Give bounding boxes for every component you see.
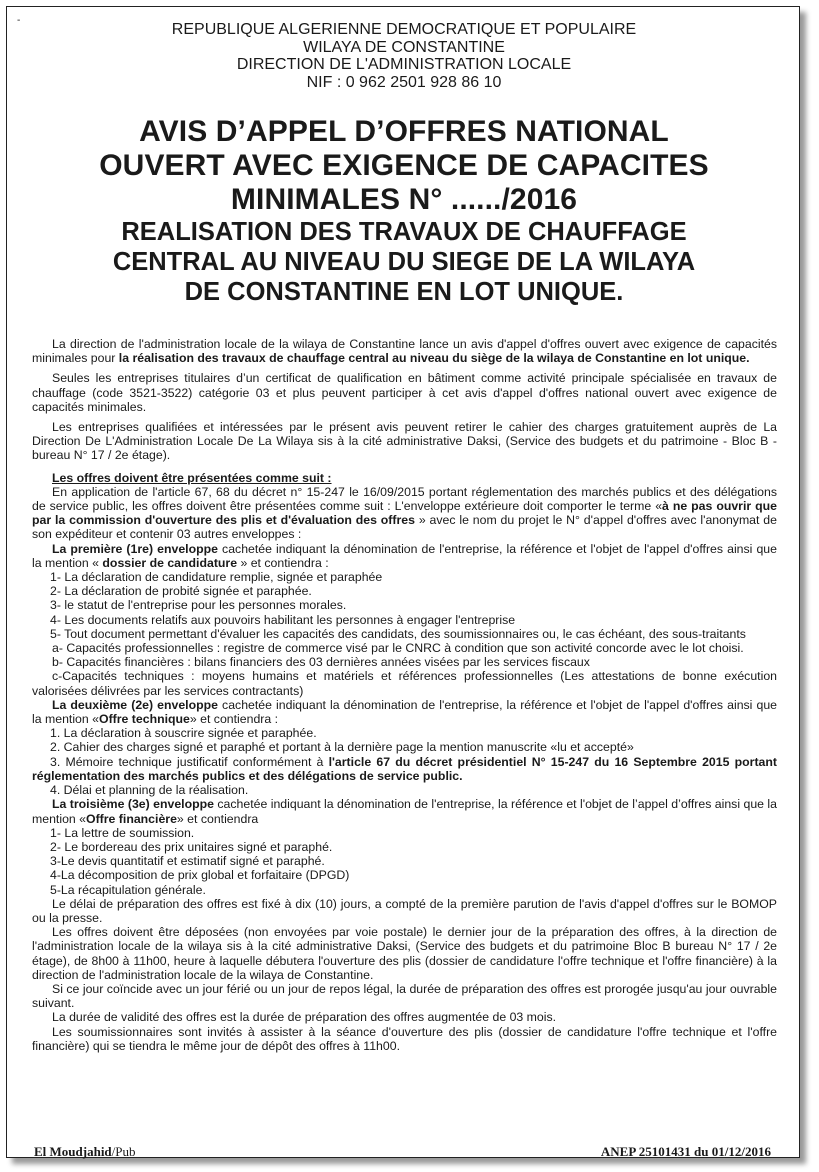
env1-item: 5- Tout document permettant d'évaluer les capacités des candidats, des soumissionnaires ou, le cas échéant, des sous-traitants: [50, 626, 746, 641]
env3-item: 3-Le devis quantitatif et estimatif signé et paraphé.: [50, 854, 325, 869]
eligibility-paragraph: Seules les entreprises titulaires d’un certificat de qualification en bâtiment comme activité principale spécialisée en travaux de chauffage (code 3521-3522) catégorie 03 et plus peuvent participer à cet avis d'appel d'offres national ouvert avec exigence de capacités minimales.: [32, 371, 777, 414]
capacity-item: a- Capacités professionnelles : registre de commerce visé par le CNRC à condition que son activité concorde avec le lot choisi.: [52, 641, 744, 656]
env1-item: 1- La déclaration de candidature remplie, signée et paraphée: [50, 570, 383, 585]
validity-paragraph: La durée de validité des offres est la durée de préparation des offres augmentée de 03 mois.: [52, 1010, 557, 1025]
envelope-2-paragraph: La deuxième (2e) enveloppe cachetée indiquant la dénomination de l'entreprise, la référence et l'objet de l'appel d'offres ainsi que la mention «Offre technique» et contiendra :: [32, 697, 777, 727]
env3-item: 4-La décomposition de prix global et forfaitaire (DPGD): [50, 868, 350, 883]
env3-item: 5-La récapitulation générale.: [50, 882, 206, 897]
intro-paragraph: La direction de l'administration locale de la wilaya de Constantine lance un avis d'appel d'offres ouvert avec exigence de capacités minimales pour la réalisation des travaux de chauffage central au niveau du siège de la wilaya de Constantine en lot unique.: [32, 337, 777, 366]
withdrawal-paragraph: Les entreprises qualifiées et intéressées par le présent avis peuvent retirer le cahier des charges gratuitement auprès de La Direction De L'Administration Locale De La Wilaya sis à la cité administrative Daksi, (Service des budgets et du patrimoine - Bloc B - bureau N° 17 / 2e étage).: [32, 420, 777, 463]
title-line-3: MINIMALES N° ....../2016: [230, 183, 578, 216]
subtitle-line-2: CENTRAL AU NIVEAU DU SIEGE DE LA WILAYA: [112, 248, 696, 276]
offers-heading: Les offres doivent être présentées comme suit :: [52, 470, 332, 485]
holiday-paragraph: Si ce jour coïncide avec un jour férié ou un jour de repos légal, la durée de préparation des offres est prorogée jusqu'au jour ouvrable suivant.: [32, 981, 777, 1011]
subtitle-line-3: DE CONSTANTINE EN LOT UNIQUE.: [184, 278, 624, 306]
env2-item: 1. La déclaration à souscrire signée et paraphée.: [50, 726, 317, 741]
subtitle-line-1: REALISATION DES TRAVAUX DE CHAUFFAGE: [121, 218, 687, 246]
title-line-1: AVIS D’APPEL D’OFFRES NATIONAL: [139, 115, 669, 148]
env1-item: 4- Les documents relatifs aux pouvoirs habilitant les personnes à engager l'entreprise: [50, 612, 516, 627]
env2-item: 2. Cahier des charges signé et paraphé et portant à la dernière page la mention manuscrite «lu et accepté»: [50, 740, 634, 755]
env2-item: 4. Délai et planning de la réalisation.: [50, 783, 249, 798]
env1-item: 2- La déclaration de probité signée et paraphée.: [50, 584, 312, 599]
header-nif: NIF : 0 962 2501 928 86 10: [306, 73, 502, 91]
publication-credit: El Moudjahid/Pub: [34, 1144, 136, 1159]
offers-paragraph: En application de l'article 67, 68 du décret n° 15-247 le 16/09/2015 portant réglementation des marchés publics et des délégations de service public, les offres doivent être présentées comme suit : L'enveloppe extérieure doit comporter le terme «à ne pas ouvrir que par la commission d'ouverture des plis et d'évaluation des offres » avec le nom du projet le N° d'appel d'offres avec l'anonymat de son expéditeur et contenir 03 autres enveloppes :: [32, 484, 777, 542]
env1-item: 3- le statut de l'entreprise pour les personnes morales.: [50, 598, 347, 613]
title-line-2: OUVERT AVEC EXIGENCE DE CAPACITES: [99, 149, 709, 182]
deposit-paragraph: Les offres doivent être déposées (non envoyées par voie postale) le dernier jour de la préparation des offres, à la direction de l'administration locale de la wilaya sis à la cité administrative Daksi, (Service des budgets et du patrimoine Bloc B bureau N° 17 / 2e étage), de 8h00 à 11h00, heure à laquelle débutera l'ouverture des plis (dossier de candidature l'offre technique et l'offre financière) à la direction de l'administration locale de la wilaya de Constantine.: [32, 925, 777, 982]
capacity-item: c-Capacités techniques : moyens humains et matériels et références professionnelles (Les attestations de bonne exécution valorisées délivrées par les services contractants): [32, 669, 777, 698]
anep-reference: ANEP 25101431 du 01/12/2016: [600, 1144, 771, 1159]
invitation-paragraph: Les soumissionnaires sont invités à assister à la séance d'ouverture des plis (dossier de candidature l'offre technique et l'offre financière) qui se tiendra le même jour de dépôt des offres à 11h00.: [32, 1024, 777, 1053]
env3-item: 2- Le bordereau des prix unitaires signé et paraphé.: [50, 839, 333, 854]
env3-item: 1- La lettre de soumission.: [50, 825, 195, 840]
env2-item: 3. Mémoire technique justificatif conformément à l'article 67 du décret présidentiel N° 15-247 du 16 Septembre 2015 portant réglementation des marchés publics et des délégations de service public.: [32, 754, 777, 783]
corner-mark: -: [17, 15, 21, 26]
delay-paragraph: Le délai de préparation des offres est fixé à dix (10) jours, a compté de la première parution de l'avis d'appel d'offres sur le BOMOP ou la presse.: [32, 896, 777, 925]
capacity-item: b- Capacités financières : bilans financiers des 03 dernières années visées par les services fiscaux: [52, 655, 590, 670]
envelope-1-paragraph: La première (1re) enveloppe cachetée indiquant la dénomination de l'entreprise, la référence et l'objet de l'appel d'offres ainsi que la mention « dossier de candidature » et contiendra :: [32, 541, 777, 570]
notice-body: [32, 337, 777, 1053]
issuer-header: [7, 21, 801, 91]
header-wilaya: WILAYA DE CONSTANTINE: [303, 38, 505, 56]
notice-frame: [6, 6, 800, 1158]
header-direction: DIRECTION DE L'ADMINISTRATION LOCALE: [236, 56, 572, 73]
header-republic: REPUBLIQUE ALGERIENNE DEMOCRATIQUE ET POPULAIRE: [171, 21, 637, 38]
envelope-3-paragraph: La troisième (3e) enveloppe cachetée indiquant la dénomination de l'entreprise, la référence et l'objet de l’appel d’offres ainsi que la mention «Offre financière» et contiendra: [32, 797, 777, 826]
notice-titles: [29, 115, 779, 307]
